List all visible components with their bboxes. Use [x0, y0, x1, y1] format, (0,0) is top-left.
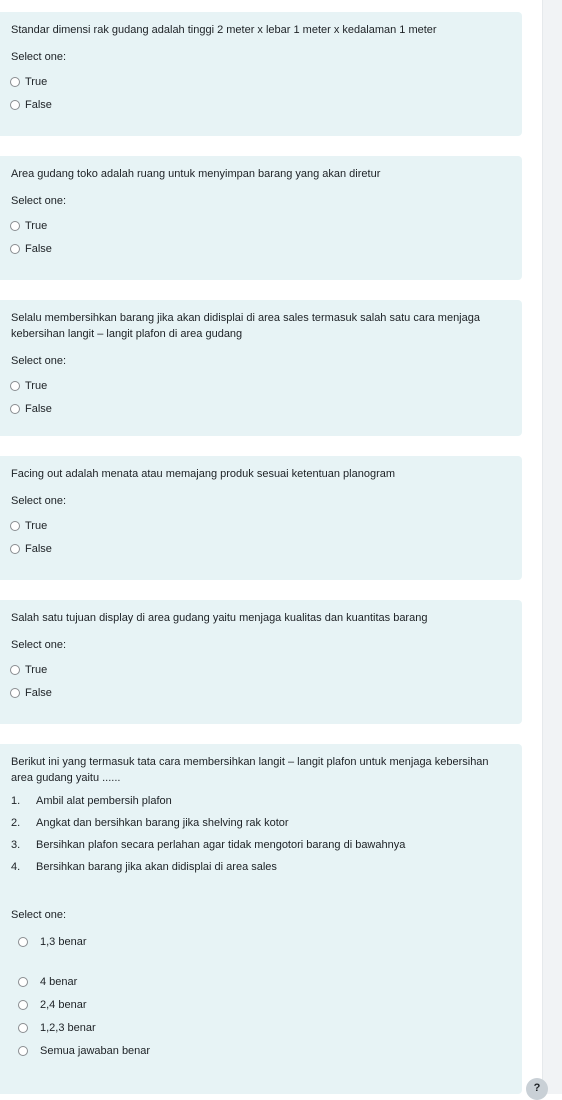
question-card-2 — [0, 156, 522, 280]
question-text — [11, 166, 510, 182]
radio-button[interactable] — [10, 381, 20, 391]
select-one-label: Select one: — [11, 51, 67, 63]
radio-button[interactable] — [10, 221, 20, 231]
statement-item: 2. Angkat dan bersihkan barang jika shelving rak kotor — [11, 817, 289, 829]
option-1-2-3[interactable] — [11, 1021, 510, 1035]
option-label: 1,3 benar — [40, 936, 87, 948]
radio-button[interactable] — [10, 404, 20, 414]
statement-item: 1. Ambil alat pembersih plafon — [11, 795, 172, 807]
option-false[interactable] — [11, 403, 510, 415]
option-false[interactable] — [11, 687, 510, 699]
select-one-label: Select one: — [11, 909, 67, 921]
question-line: kebersihan langit – langit plafon di area gudang — [11, 328, 243, 340]
radio-button[interactable] — [10, 77, 20, 87]
option-true[interactable] — [11, 664, 510, 676]
option-label: False — [25, 243, 52, 255]
option-label: False — [25, 99, 52, 111]
radio-button[interactable] — [18, 1023, 28, 1033]
question-card-1 — [0, 12, 522, 136]
option-4[interactable] — [11, 975, 510, 989]
question-card-5 — [0, 600, 522, 724]
question-text — [11, 610, 510, 626]
option-true[interactable] — [11, 76, 510, 88]
option-1-3[interactable] — [11, 935, 510, 949]
question-card-4 — [0, 456, 522, 580]
radio-button[interactable] — [10, 244, 20, 254]
select-one-label: Select one: — [11, 355, 67, 367]
radio-button[interactable] — [10, 688, 20, 698]
option-label: False — [25, 403, 52, 415]
question-text — [11, 22, 510, 38]
option-label: True — [25, 380, 48, 392]
radio-button[interactable] — [10, 544, 20, 554]
question-line: Selalu membersihkan barang jika akan didisplai di area sales termasuk salah satu cara menjaga — [11, 312, 480, 324]
select-one-label: Select one: — [11, 639, 67, 651]
option-true[interactable] — [11, 520, 510, 532]
option-label: True — [25, 220, 48, 232]
question-card-6 — [0, 744, 522, 1094]
option-true[interactable] — [11, 220, 510, 232]
option-label: True — [25, 76, 48, 88]
question-card-3 — [0, 300, 522, 436]
option-label: True — [25, 520, 48, 532]
radio-button[interactable] — [18, 977, 28, 987]
question-line: Area gudang toko adalah ruang untuk menyimpan barang yang akan diretur — [11, 168, 381, 180]
option-label: False — [25, 543, 52, 555]
option-label: Semua jawaban benar — [40, 1045, 151, 1057]
help-button[interactable]: ? — [526, 1078, 548, 1100]
option-false[interactable] — [11, 543, 510, 555]
question-line: Facing out adalah menata atau memajang produk sesuai ketentuan planogram — [11, 468, 396, 480]
question-text — [11, 466, 510, 482]
radio-button[interactable] — [10, 100, 20, 110]
statement-list — [11, 794, 510, 874]
option-all[interactable] — [11, 1044, 510, 1058]
option-label: True — [25, 664, 48, 676]
option-2-4[interactable] — [11, 998, 510, 1012]
select-one-label: Select one: — [11, 495, 67, 507]
option-true[interactable] — [11, 380, 510, 392]
question-line: Berikut ini yang termasuk tata cara membersihkan langit – langit plafon untuk menjaga kebersihan — [11, 756, 489, 768]
option-false[interactable] — [11, 99, 510, 111]
select-one-label: Select one: — [11, 195, 67, 207]
question-text — [11, 754, 510, 786]
question-line: area gudang yaitu ...... — [11, 772, 121, 784]
option-label: False — [25, 687, 52, 699]
statement-item: 3. Bersihkan plafon secara perlahan agar tidak mengotori barang di bawahnya — [11, 839, 406, 851]
question-line: Salah satu tujuan display di area gudang yaitu menjaga kualitas dan kuantitas barang — [11, 612, 428, 624]
radio-button[interactable] — [10, 521, 20, 531]
option-label: 1,2,3 benar — [40, 1022, 96, 1034]
question-text — [11, 310, 510, 342]
radio-button[interactable] — [18, 937, 28, 947]
radio-button[interactable] — [18, 1046, 28, 1056]
option-false[interactable] — [11, 243, 510, 255]
radio-button[interactable] — [10, 665, 20, 675]
statement-item: 4. Bersihkan barang jika akan didisplai di area sales — [11, 861, 277, 873]
option-label: 4 benar — [40, 976, 78, 988]
option-label: 2,4 benar — [40, 999, 87, 1011]
page-scrollbar[interactable] — [542, 0, 562, 1094]
radio-button[interactable] — [18, 1000, 28, 1010]
question-line: Standar dimensi rak gudang adalah tinggi 2 meter x lebar 1 meter x kedalaman 1 meter — [11, 24, 437, 36]
